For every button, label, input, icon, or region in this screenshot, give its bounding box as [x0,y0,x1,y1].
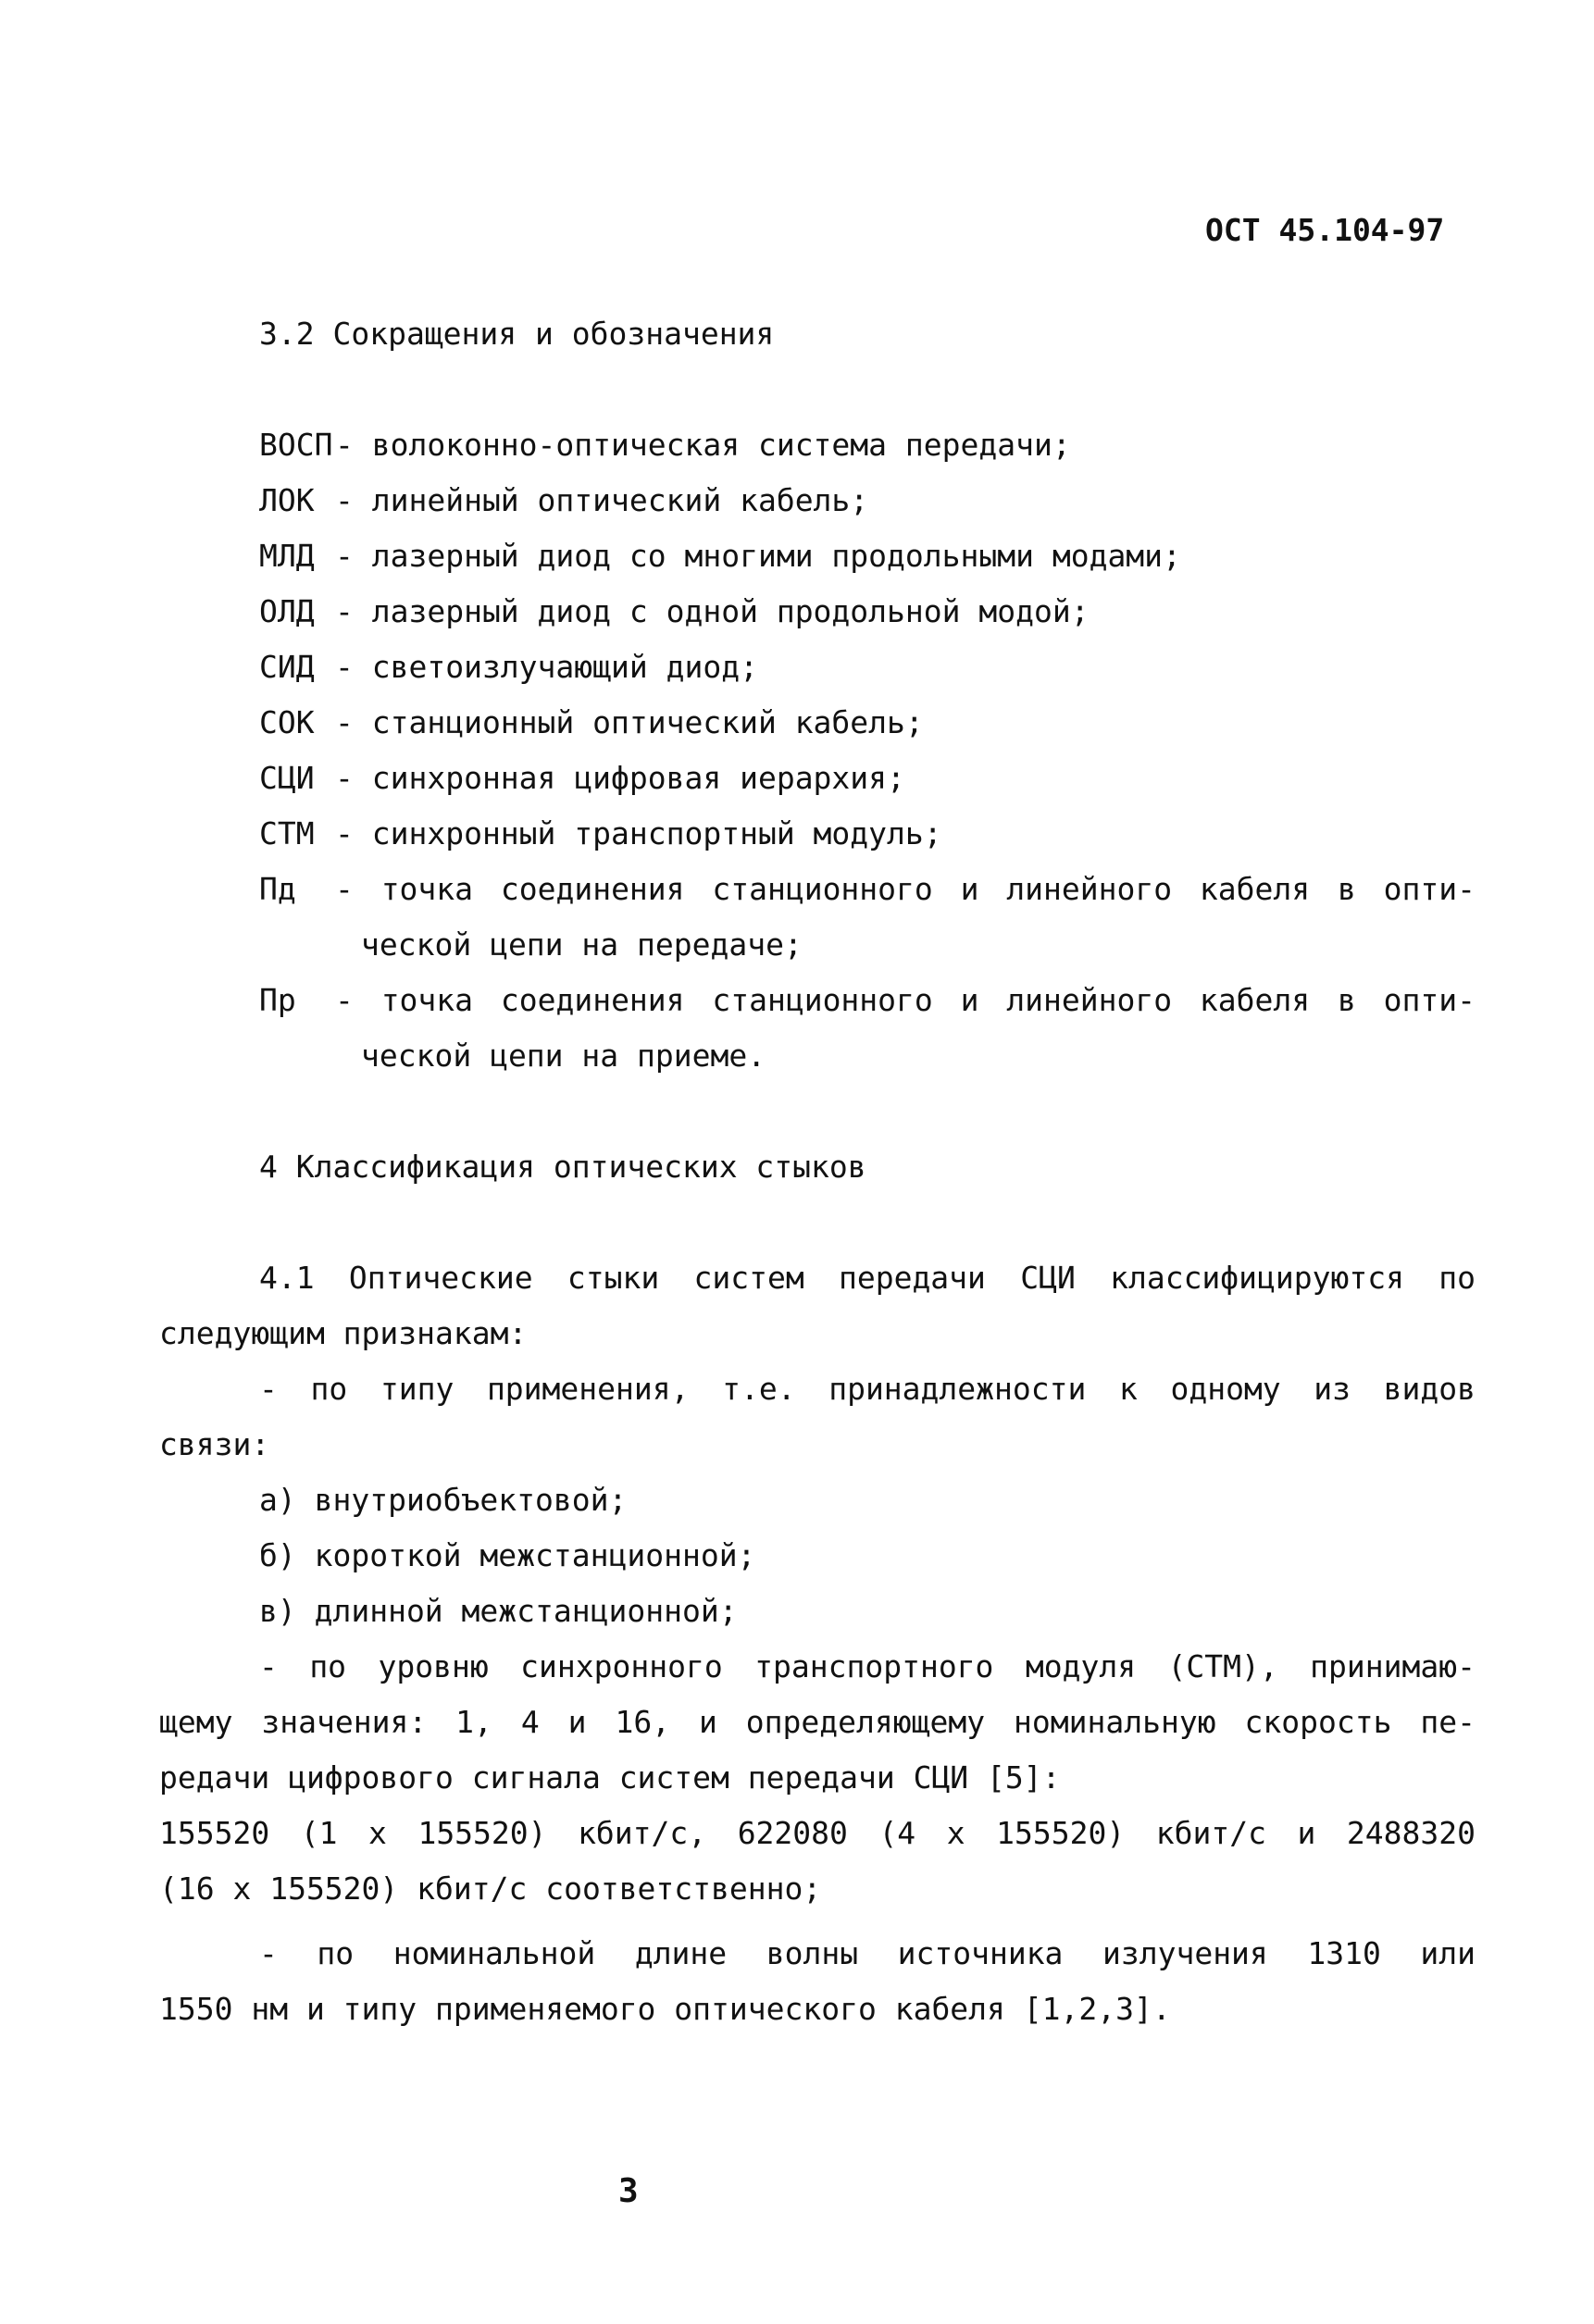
abbreviation-term: ЛОК [259,482,315,518]
abbreviation-definition: - волоконно-оптическая система передачи; [335,427,1071,463]
paragraph-line: 4.1 Оптические стыки систем передачи СЦИ классифицируются по [259,1260,1476,1296]
abbreviation-definition: - синхронная цифровая иерархия; [335,760,905,796]
section-3-2-title: 3.2 Сокращения и обозначения [259,316,775,352]
abbreviation-term: Пд [259,871,296,907]
abbreviation-definition: - светоизлучающий диод; [335,649,758,685]
abbreviation-definition-continuation: ческой цепи на передаче; [361,926,803,963]
abbreviation-definition: - лазерный диод с одной продольной модой; [335,593,1090,629]
paragraph-line: - по типу применения, т.е. принадлежности к одному из видов [259,1371,1476,1407]
abbreviation-definition: - синхронный транспортный модуль; [335,815,942,851]
list-item: в) длинной межстанционной; [259,1593,738,1629]
paragraph-line: (16 х 155520) кбит/с соответственно; [159,1870,822,1907]
paragraph-line: щему значения: 1, 4 и 16, и определяющему номинальную скорость пе- [159,1704,1476,1740]
abbreviation-definition: - станционный оптический кабель; [335,704,924,740]
document-code: ОСТ 45.104-97 [1205,212,1445,248]
abbreviation-term: СТМ [259,815,315,851]
abbreviation-definition: - лазерный диод со многими продольными модами; [335,538,1181,574]
abbreviation-term: СОК [259,704,315,740]
paragraph-line: 155520 (1 х 155520) кбит/с, 622080 (4 х 155520) кбит/с и 2488320 [159,1815,1476,1851]
abbreviation-definition: - линейный оптический кабель; [335,482,869,518]
paragraph-line: - по уровню синхронного транспортного модуля (СТМ), принимаю- [259,1648,1476,1684]
abbreviation-definition: - точка соединения станционного и линейного кабеля в опти- [335,982,1476,1018]
abbreviation-term: Пр [259,982,296,1018]
paragraph-line: связи: [159,1426,270,1462]
abbreviation-definition-continuation: ческой цепи на приеме. [361,1038,766,1074]
paragraph-line: 1550 нм и типу применяемого оптического кабеля [1,2,3]. [159,1991,1171,2027]
abbreviation-term: СЦИ [259,760,315,796]
abbreviation-term: МЛД [259,538,315,574]
abbreviation-definition: - точка соединения станционного и линейного кабеля в опти- [335,871,1476,907]
list-item: а) внутриобъектовой; [259,1482,628,1518]
paragraph-line: следующим признакам: [159,1315,528,1351]
abbreviation-term: ВОСП [259,427,333,463]
paragraph-line: - по номинальной длине волны источника излучения 1310 или [259,1935,1476,1971]
list-item: б) короткой межстанционной; [259,1537,756,1573]
paragraph-line: редачи цифрового сигнала систем передачи СЦИ [5]: [159,1759,1061,1796]
abbreviation-term: СИД [259,649,315,685]
abbreviation-term: ОЛД [259,593,315,629]
section-4-title: 4 Классификация оптических стыков [259,1149,866,1185]
page-number: 3 [618,2172,639,2210]
